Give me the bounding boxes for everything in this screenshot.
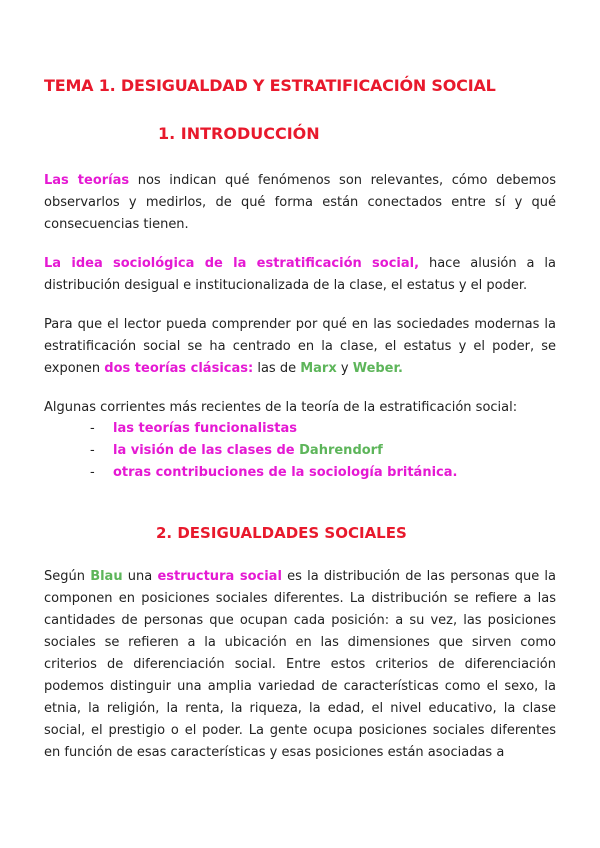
author-name-dahrendorf: Dahrendorf xyxy=(299,443,383,458)
highlight-term: Las teorías xyxy=(44,173,130,188)
paragraph-text: Según xyxy=(44,569,91,584)
list-item xyxy=(90,418,457,440)
list-dash: - xyxy=(90,443,95,458)
paragraph-text: y xyxy=(336,361,353,376)
list-item xyxy=(90,440,457,462)
list-item-text: otras contribuciones de la sociología británica. xyxy=(113,465,458,480)
list-item xyxy=(90,462,457,484)
theories-list xyxy=(90,418,457,484)
paragraph-text: nos indican qué fenómenos son relevantes, cómo debemos observarlos y medirlos, de qué forma están conectados entre sí y qué consecuencias tienen. xyxy=(44,173,556,232)
author-name-marx: Marx xyxy=(300,361,337,376)
paragraph-estructura-social xyxy=(44,566,556,764)
section-heading-introduccion: 1. INTRODUCCIÓN xyxy=(158,124,320,143)
paragraph-teorias xyxy=(44,170,556,236)
paragraph-idea-sociologica xyxy=(44,253,556,297)
paragraph-corrientes: Algunas corrientes más recientes de la teoría de la estratificación social: xyxy=(44,400,518,415)
paragraph-teorias-clasicas xyxy=(44,314,556,380)
document-title: TEMA 1. DESIGUALDAD Y ESTRATIFICACIÓN SOCIAL xyxy=(44,76,496,95)
section-heading-desigualdades: 2. DESIGUALDADES SOCIALES xyxy=(156,524,407,542)
list-item-text: la visión de las clases de xyxy=(113,443,300,458)
list-dash: - xyxy=(90,421,95,436)
paragraph-text: una xyxy=(122,569,158,584)
paragraph-text: Para que el lector pueda comprender por qué en las sociedades modernas la estratificación social se ha centrado en la clase, el estatus y el poder, se exponen xyxy=(44,317,556,376)
highlight-term: dos teorías clásicas: xyxy=(104,361,254,376)
highlight-term: estructura social xyxy=(157,569,282,584)
paragraph-text: hace alusión a la distribución desigual e institucionalizada de la clase, el estatus y el poder. xyxy=(44,256,556,293)
highlight-term: La idea sociológica de la estratificación social, xyxy=(44,256,420,271)
list-item-text: las teorías funcionalistas xyxy=(113,421,298,436)
author-name-weber: Weber. xyxy=(352,361,403,376)
author-name-blau: Blau xyxy=(90,569,123,584)
paragraph-text: es la distribución de las personas que la componen en posiciones sociales diferentes. La distribución se refiere a las cantidades de personas que ocupan cada posición: a su vez, las posiciones sociales se refieren a la ubicación en las dimensiones que sirven como criterios de diferenciación social. Entre estos criterios de diferenciación podemos distinguir una amplia variedad de características como el sexo, la etnia, la religión, la renta, la riqueza, la edad, el nivel educativo, la clase social, el prestigio o el poder. La gente ocupa posiciones sociales diferentes en función de esas características y esas posiciones están asociadas a xyxy=(44,569,556,760)
list-dash: - xyxy=(90,465,95,480)
paragraph-text: las de xyxy=(253,361,301,376)
